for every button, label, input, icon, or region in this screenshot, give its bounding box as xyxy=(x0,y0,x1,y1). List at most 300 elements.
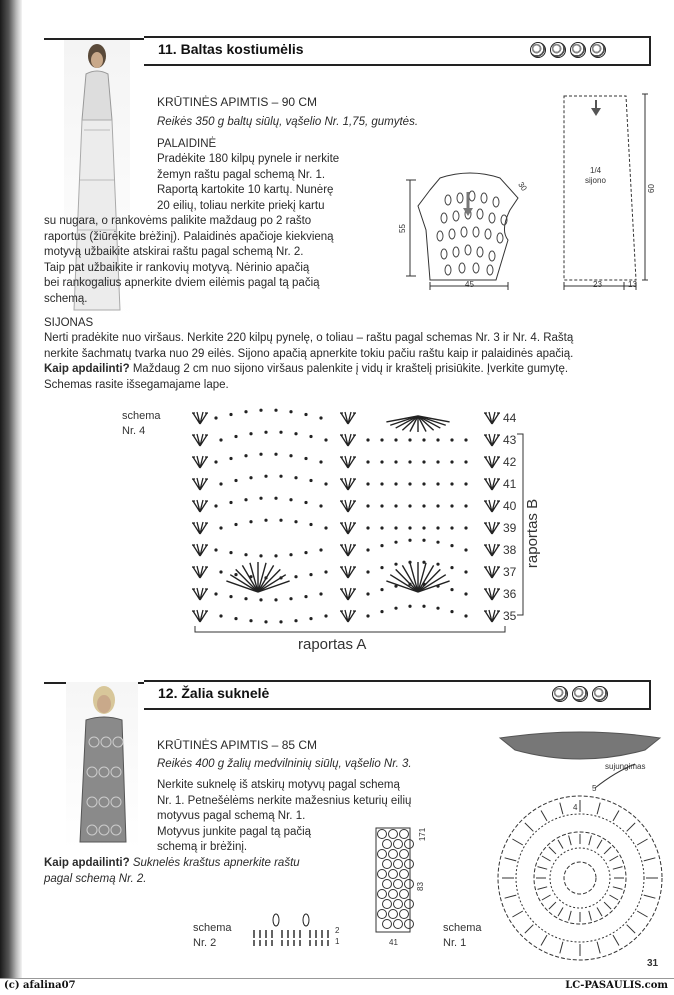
chain-dot xyxy=(319,592,322,595)
chain-dot xyxy=(464,570,467,573)
motif-circle xyxy=(394,900,403,909)
motif-spoke xyxy=(637,911,647,917)
chain-dot xyxy=(234,573,237,576)
crochet-fan-symbol xyxy=(484,478,500,490)
yarn-ball-icon xyxy=(530,42,546,58)
chain-dot xyxy=(319,416,322,419)
motif-circle xyxy=(378,910,387,919)
chain-dot xyxy=(394,438,397,441)
scheme-2-number: Nr. 2 xyxy=(193,937,217,949)
motif-spoke xyxy=(613,810,619,820)
crochet-fan-symbol xyxy=(192,500,208,512)
chain-dot xyxy=(380,438,383,441)
motif-circle xyxy=(389,850,398,859)
chain-dot xyxy=(279,519,282,522)
difficulty-rating-12 xyxy=(552,686,608,702)
row-number: 42 xyxy=(503,455,517,469)
motif-spoke xyxy=(644,858,656,861)
chain-dot xyxy=(380,610,383,613)
chain-dot xyxy=(304,457,307,460)
chain-dot xyxy=(229,551,232,554)
chain-dot xyxy=(289,454,292,457)
crochet-fan-symbol xyxy=(484,456,500,468)
motif-spoke xyxy=(560,942,563,954)
strip-top-label: 171 xyxy=(418,827,428,842)
motif-spoke xyxy=(609,856,618,861)
chain-dot xyxy=(244,597,247,600)
chain-dot xyxy=(464,482,467,485)
chain-dot xyxy=(274,598,277,601)
footer-site: LC-PASAULIS.com xyxy=(565,980,668,991)
motif-circle xyxy=(378,890,387,899)
motif-circle xyxy=(383,880,392,889)
motif-circle xyxy=(405,920,414,929)
chain-dot xyxy=(244,498,247,501)
chain-dot xyxy=(422,504,425,507)
crochet-fan-symbol xyxy=(340,434,356,446)
chain-dot xyxy=(274,453,277,456)
skirt-heading: SIJONAS xyxy=(44,317,94,329)
motif-circle xyxy=(400,890,409,899)
crochet-fan-symbol xyxy=(192,434,208,446)
motif-top-shape xyxy=(500,732,660,759)
chain-dot xyxy=(319,548,322,551)
dress-text: Nerkite suknelę iš atskirų motyvų pagal schemą Nr. 1. Petnešėlėms nerkite mažesnius keturių eilių motyvus pagal schemą Nr. 1. Motyvus junkite pagal tą pačią schemą ir brėžinį. xyxy=(157,779,412,853)
chain-dot xyxy=(394,607,397,610)
motif-circle xyxy=(400,830,409,839)
motif-circle xyxy=(389,910,398,919)
crochet-fan-symbol xyxy=(192,610,208,622)
chain-dot xyxy=(394,563,397,566)
motif-strip-diagram xyxy=(374,826,414,936)
crochet-fan-symbol xyxy=(192,522,208,534)
chain-dot xyxy=(324,614,327,617)
chain-dot xyxy=(436,563,439,566)
motif-spoke xyxy=(644,895,656,898)
chain-dot xyxy=(366,482,369,485)
motif-circle xyxy=(389,830,398,839)
chain-dot xyxy=(259,409,262,412)
motif-spoke xyxy=(597,942,600,954)
motif-spoke xyxy=(537,887,547,890)
yarn-ball-icon xyxy=(572,686,588,702)
chain-dot xyxy=(422,438,425,441)
row-number: 35 xyxy=(503,609,517,623)
motif-spoke xyxy=(541,810,547,820)
chain-dot xyxy=(229,501,232,504)
chain-dot xyxy=(380,544,383,547)
blouse-side-label: 30 xyxy=(516,180,529,193)
top-heading: PALAIDINĖ xyxy=(157,138,217,150)
motif-circle xyxy=(378,830,387,839)
motif-spoke xyxy=(604,847,611,854)
motif-spoke xyxy=(569,835,572,845)
raport-a-bracket xyxy=(194,626,506,636)
chain-dot xyxy=(408,526,411,529)
motif-circle xyxy=(383,860,392,869)
motif-spoke xyxy=(604,902,611,909)
chain-dot xyxy=(436,526,439,529)
motif-spoke xyxy=(525,823,533,831)
motif-circle xyxy=(405,880,414,889)
chest-measure-11: KRŪTINĖS APIMTIS – 90 CM xyxy=(157,95,318,109)
motif-circle xyxy=(400,870,409,879)
scheme-2-row1: 1 xyxy=(335,937,340,946)
chain-dot xyxy=(436,607,439,610)
motif-spoke xyxy=(512,911,522,917)
skirt-word-label: sijono xyxy=(585,176,606,185)
motif-spoke xyxy=(613,887,623,890)
chain-dot xyxy=(394,482,397,485)
chain-dot xyxy=(380,482,383,485)
chain-dot xyxy=(450,460,453,463)
chain-dot xyxy=(366,614,369,617)
chain-dot xyxy=(464,504,467,507)
scheme-2-row2: 2 xyxy=(335,926,340,935)
scheme-1-label: schema xyxy=(443,922,482,934)
motif-spoke xyxy=(597,907,602,916)
motif-spoke xyxy=(541,935,547,945)
chain-dot xyxy=(259,497,262,500)
chain-dot xyxy=(294,520,297,523)
motif-ring xyxy=(516,814,644,942)
crochet-fan-symbol xyxy=(484,588,500,600)
motif-spoke xyxy=(597,803,600,815)
crochet-fan-symbol xyxy=(340,566,356,578)
chain-dot xyxy=(380,526,383,529)
motif-ring xyxy=(534,832,626,924)
motif-spoke xyxy=(549,902,556,909)
crochet-fan-symbol xyxy=(192,544,208,556)
chain-dot xyxy=(464,614,467,617)
chain-dot xyxy=(450,588,453,591)
chain-dot xyxy=(229,595,232,598)
chain-dot xyxy=(436,438,439,441)
motif-spoke xyxy=(569,911,572,921)
chain-dot xyxy=(450,438,453,441)
row-number: 37 xyxy=(503,565,517,579)
motif-spoke xyxy=(505,858,517,861)
chain-dot xyxy=(366,460,369,463)
chain-dot xyxy=(214,416,217,419)
motif-spoke xyxy=(558,840,563,849)
chain-dot xyxy=(294,575,297,578)
motif-circle xyxy=(378,850,387,859)
skirt-width2-label: 13 xyxy=(628,280,637,289)
chain-dot xyxy=(422,526,425,529)
chain-dot xyxy=(408,605,411,608)
chain-dot xyxy=(380,504,383,507)
chain-dot xyxy=(309,435,312,438)
chain-dot xyxy=(464,460,467,463)
crochet-fan-symbol xyxy=(340,500,356,512)
chain-dot xyxy=(450,504,453,507)
motif-circle xyxy=(394,880,403,889)
model-photo-12 xyxy=(66,682,138,850)
chain-dot xyxy=(408,438,411,441)
chain-dot xyxy=(422,605,425,608)
strip-mid-label: 83 xyxy=(415,882,425,891)
finish-label-12: Kaip apdailinti? xyxy=(44,857,130,869)
materials-12: Reikės 400 g žalių medvilninių siūlų, vąšelio Nr. 3. xyxy=(157,758,412,770)
chain-dot xyxy=(294,619,297,622)
row-number: 40 xyxy=(503,499,517,513)
chain-dot xyxy=(219,614,222,617)
crochet-fan-symbol xyxy=(340,478,356,490)
motif-spoke xyxy=(613,867,623,870)
crochet-fan-symbol xyxy=(192,478,208,490)
motif-spoke xyxy=(512,839,522,845)
chain-dot xyxy=(324,482,327,485)
motif-circle xyxy=(400,910,409,919)
chain-dot xyxy=(304,413,307,416)
footer-line xyxy=(0,978,674,979)
motif-spoke xyxy=(609,895,618,900)
crochet-fan-symbol xyxy=(484,566,500,578)
chain-dot xyxy=(229,457,232,460)
scheme-4-number: Nr. 4 xyxy=(122,425,146,437)
chain-dot xyxy=(450,482,453,485)
motif-circle xyxy=(389,870,398,879)
finish-label-11: Kaip apdailinti? xyxy=(44,363,130,375)
motif-spoke xyxy=(558,907,563,916)
chain-dot xyxy=(249,432,252,435)
chain-dot xyxy=(289,597,292,600)
chain-dot xyxy=(422,482,425,485)
motif-circle xyxy=(389,890,398,899)
chain-dot xyxy=(366,504,369,507)
chain-dot xyxy=(324,570,327,573)
skirt-height-label: 60 xyxy=(646,184,656,193)
row-number: 36 xyxy=(503,587,517,601)
raport-b-label: raportas B xyxy=(524,498,542,569)
crochet-fan-symbol xyxy=(192,456,208,468)
chain-dot xyxy=(366,438,369,441)
footer-copyright: (c) afalina07 xyxy=(4,980,76,991)
chain-dot xyxy=(380,460,383,463)
chain-dot xyxy=(274,409,277,412)
chain-dot xyxy=(450,544,453,547)
motif-circle xyxy=(378,870,387,879)
chain-dot xyxy=(464,438,467,441)
chain-dot xyxy=(450,526,453,529)
chain-dot xyxy=(309,573,312,576)
chain-dot xyxy=(304,595,307,598)
chain-dot xyxy=(394,541,397,544)
motif-spoke xyxy=(627,823,635,831)
materials-11: Reikės 350 g baltų siūlų, vąšelio Nr. 1,75, gumytės. xyxy=(157,116,419,128)
picot-loop xyxy=(273,914,279,926)
chain-dot xyxy=(234,479,237,482)
chain-dot xyxy=(304,501,307,504)
chain-dot xyxy=(214,460,217,463)
crochet-fan-symbol xyxy=(340,522,356,534)
crochet-fan-symbol xyxy=(484,544,500,556)
join-label: sujungimas xyxy=(605,762,646,771)
chain-dot xyxy=(289,410,292,413)
chain-dot xyxy=(264,519,267,522)
skirt-width1-label: 23 xyxy=(593,280,602,289)
motif-spoke xyxy=(589,835,592,845)
difficulty-rating-11 xyxy=(530,42,606,58)
crochet-fan-symbol xyxy=(192,412,208,424)
motif-spoke xyxy=(560,803,563,815)
section-11-title: 11. Baltas kostiumėlis xyxy=(158,41,304,57)
motif-spoke xyxy=(525,925,533,933)
chain-dot xyxy=(279,431,282,434)
chest-measure-12: KRŪTINĖS APIMTIS – 85 CM xyxy=(157,738,318,752)
chain-dot xyxy=(324,438,327,441)
strip-width-label: 41 xyxy=(389,938,398,947)
chain-dot xyxy=(274,497,277,500)
chain-dot xyxy=(309,479,312,482)
chain-dot xyxy=(319,460,322,463)
crochet-fan-symbol xyxy=(484,610,500,622)
motif-circle xyxy=(383,840,392,849)
chain-dot xyxy=(464,526,467,529)
chain-dot xyxy=(249,619,252,622)
chain-dot xyxy=(244,454,247,457)
chain-dot xyxy=(244,410,247,413)
chain-dot xyxy=(450,610,453,613)
raport-a-label: raportas A xyxy=(298,636,367,653)
yarn-ball-icon xyxy=(550,42,566,58)
crochet-fan-symbol xyxy=(484,522,500,534)
finish-12: Kaip apdailinti? Suknelės kraštus apnerkite raštu pagal schemą Nr. 2. xyxy=(44,857,300,885)
yarn-ball-icon xyxy=(592,686,608,702)
motif-ring xyxy=(564,862,596,894)
chain-dot xyxy=(294,476,297,479)
chain-dot xyxy=(264,475,267,478)
motif-ring xyxy=(498,796,662,960)
chain-dot xyxy=(366,592,369,595)
chain-dot xyxy=(289,553,292,556)
chain-dot xyxy=(309,617,312,620)
book-spine-shadow xyxy=(0,0,22,978)
crochet-fan-symbol xyxy=(484,412,500,424)
blouse-height-label: 55 xyxy=(397,224,407,233)
chain-dot xyxy=(219,482,222,485)
chain-dot xyxy=(214,548,217,551)
chain-dot xyxy=(408,482,411,485)
chain-dot xyxy=(366,570,369,573)
chain-dot xyxy=(249,476,252,479)
chain-dot xyxy=(219,438,222,441)
chain-dot xyxy=(309,523,312,526)
chain-dot xyxy=(464,592,467,595)
round-5-label: 5 xyxy=(592,784,597,793)
motif-spoke xyxy=(637,839,647,845)
chain-dot xyxy=(264,620,267,623)
chain-dot xyxy=(422,460,425,463)
yarn-ball-icon xyxy=(552,686,568,702)
motif-spoke xyxy=(542,856,551,861)
chain-dot xyxy=(394,526,397,529)
chain-dot xyxy=(289,498,292,501)
chain-dot xyxy=(234,617,237,620)
chain-dot xyxy=(219,570,222,573)
motif-circle xyxy=(405,900,414,909)
motif-spoke xyxy=(627,925,635,933)
chain-dot xyxy=(219,526,222,529)
chain-dot xyxy=(279,475,282,478)
chain-dot xyxy=(294,432,297,435)
chain-dot xyxy=(380,566,383,569)
crochet-fan-symbol xyxy=(192,566,208,578)
scheme-2-chart xyxy=(250,910,330,946)
row-number: 38 xyxy=(503,543,517,557)
chain-dot xyxy=(259,453,262,456)
chain-dot xyxy=(229,413,232,416)
round-4-label: 4 xyxy=(573,803,578,812)
chain-dot xyxy=(436,460,439,463)
crochet-fan-symbol xyxy=(340,610,356,622)
chain-dot xyxy=(436,504,439,507)
top-text: Pradėkite 180 kilpų pynele ir nerkite žemyn raštu pagal schemą Nr. 1. Raportą kartokite 10 kartų. Nunėrę 20 eilių, toliau nerkite priekį kartu xyxy=(157,153,340,212)
chain-dot xyxy=(366,526,369,529)
motif-spoke xyxy=(549,847,556,854)
crochet-fan-symbol xyxy=(340,412,356,424)
chain-dot xyxy=(408,460,411,463)
skirt-text: Nerti pradėkite nuo viršaus. Nerkite 220 kilpų pynelę, o toliau – raštu pagal schemas Nr. 3 ir Nr. 4. Raštą nerkite šachmatų tvarka nuo 29 eilės. Sijono apačią apnerkite tokiu pačiu raštu kaip ir palaidinės apačią. Kaip apdailinti? Maždaug 2 cm nuo sijono viršaus palenkite į vidų ir kraštelį prisiūkite. Įverkite gumytę. Schemas rasite išsegamajame lape. xyxy=(44,332,574,391)
motif-spoke xyxy=(597,840,602,849)
skirt-diagram xyxy=(560,90,650,290)
chain-dot xyxy=(234,435,237,438)
motif-circle xyxy=(394,920,403,929)
chain-dot xyxy=(408,539,411,542)
row-number: 43 xyxy=(503,433,517,447)
row-number: 41 xyxy=(503,477,517,491)
chain-dot xyxy=(234,523,237,526)
chain-dot xyxy=(366,548,369,551)
chain-dot xyxy=(249,520,252,523)
chain-dot xyxy=(274,554,277,557)
motif-spoke xyxy=(505,895,517,898)
chain-dot xyxy=(380,588,383,591)
chain-dot xyxy=(259,598,262,601)
chain-dot xyxy=(214,504,217,507)
chain-dot xyxy=(394,460,397,463)
chain-dot xyxy=(259,554,262,557)
top-text-full: su nugara, o rankovėms palikite maždaug po 2 rašto raportus (žiūrėkite brėžinį). Palaidinės apačioje kiekvieną motyvą užbaikite atskirai raštu pagal schemą Nr. 2. Taip pat užbaikite ir rankovių motyvą. Nėrinio apačią bei rankogalius apnerkite dviem eilėmis pagal tą pačią schemą. xyxy=(44,215,334,305)
motif-circle xyxy=(394,840,403,849)
picot-loop xyxy=(303,914,309,926)
motif-spoke xyxy=(589,911,592,921)
chain-dot xyxy=(422,539,425,542)
motif-spoke xyxy=(542,895,551,900)
scheme-1-number: Nr. 1 xyxy=(443,937,467,949)
skirt-fraction-label: 1/4 xyxy=(590,166,602,175)
motif-circle xyxy=(383,920,392,929)
chain-dot xyxy=(436,482,439,485)
crochet-fan-symbol xyxy=(484,500,500,512)
blouse-width-label: 45 xyxy=(465,280,474,289)
chain-dot xyxy=(304,551,307,554)
motif-circle xyxy=(400,850,409,859)
yarn-ball-icon xyxy=(570,42,586,58)
chain-dot xyxy=(394,504,397,507)
scheme-2-label: schema xyxy=(193,922,232,934)
motif-circle xyxy=(383,900,392,909)
chain-dot xyxy=(408,504,411,507)
row-number: 44 xyxy=(503,411,517,425)
row-number: 39 xyxy=(503,521,517,535)
chain-dot xyxy=(464,548,467,551)
section-12-title: 12. Žalia suknelė xyxy=(158,685,270,701)
crochet-fan-symbol xyxy=(340,456,356,468)
motif-spoke xyxy=(537,867,547,870)
page-number: 31 xyxy=(647,958,659,969)
